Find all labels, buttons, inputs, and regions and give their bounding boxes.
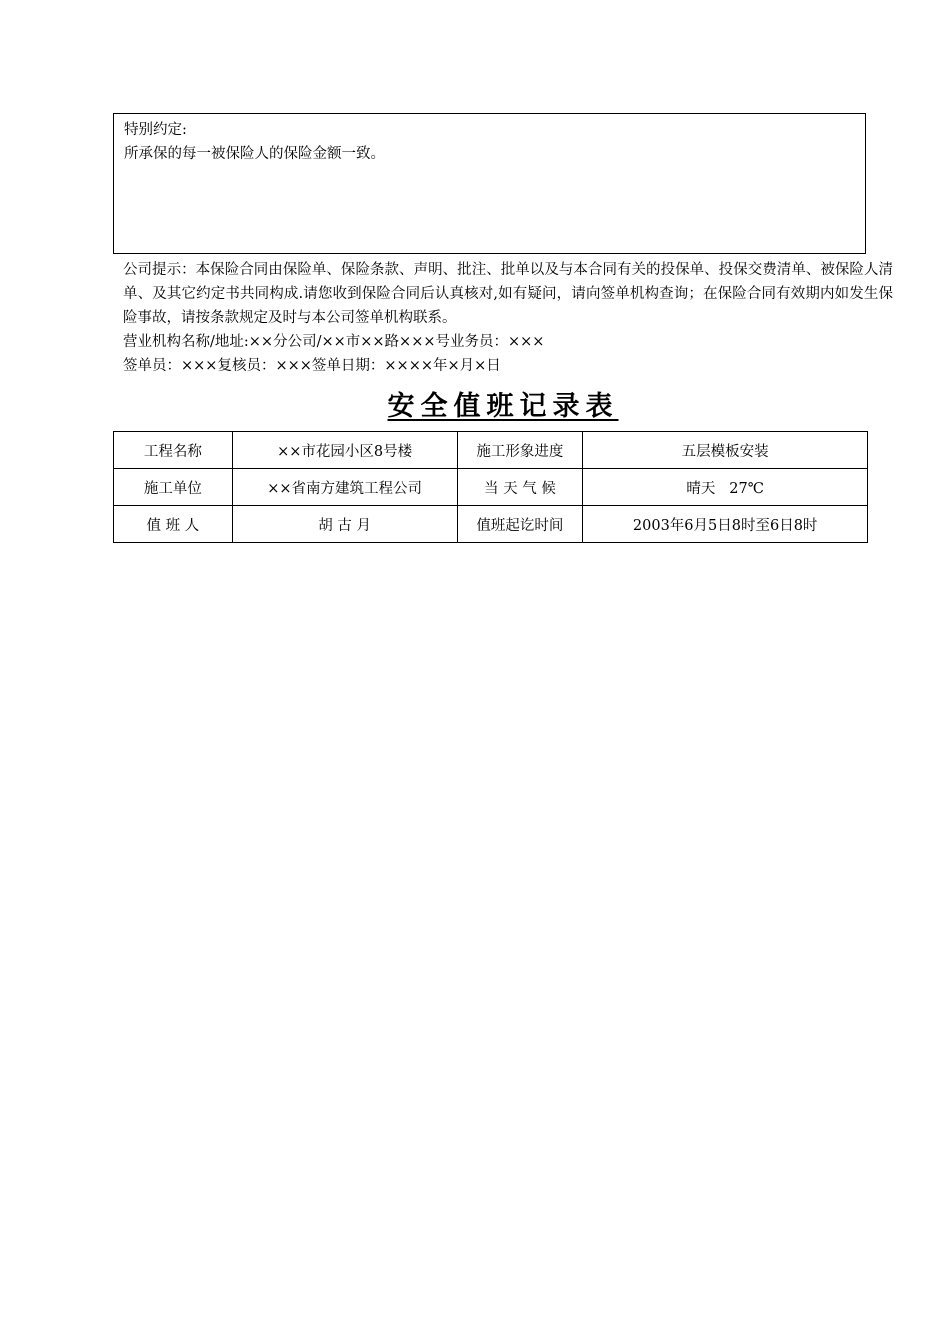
company-notice — [123, 258, 893, 378]
table-row — [114, 506, 868, 543]
label-duty-person: 值 班 人 — [114, 506, 233, 543]
label-duty-period: 值班起讫时间 — [457, 506, 583, 543]
value-duty-period: 2003年6月5日8时至6日8时 — [583, 506, 868, 543]
label-construction-unit: 施工单位 — [114, 469, 233, 506]
label-project-name: 工程名称 — [114, 432, 233, 469]
table-row — [114, 469, 868, 506]
special-agreement-content: 所承保的每一被保险人的保险金额一致。 — [124, 146, 385, 162]
label-weather: 当 天 气 候 — [457, 469, 583, 506]
document-title: 安全值班记录表 — [387, 391, 619, 422]
special-agreement-box — [113, 113, 866, 254]
value-weather: 晴天 27℃ — [583, 469, 868, 506]
value-construction-unit: ××省南方建筑工程公司 — [232, 469, 457, 506]
value-duty-person: 胡 古 月 — [232, 506, 457, 543]
label-construction-progress: 施工形象进度 — [457, 432, 583, 469]
company-tip-text: 公司提示：本保险合同由保险单、保险条款、声明、批注、批单以及与本合同有关的投保单、投保交费清单、被保险人清单、及其它约定书共同构成.请您收到保险合同后认真核对,如有疑问，请向签单机构查询；在保险合同有效期内如发生保险事故，请按条款规定及时与本公司签单机构联系。 — [123, 262, 893, 326]
special-agreement-heading: 特别约定: — [124, 122, 187, 138]
agency-info-line: 营业机构名称/地址:××分公司/××市××路×××号业务员：××× — [123, 334, 545, 350]
signer-info-line: 签单员：×××复核员：×××签单日期：××××年×月×日 — [123, 358, 501, 374]
duty-record-table — [113, 431, 868, 543]
value-construction-progress: 五层模板安装 — [583, 432, 868, 469]
table-row — [114, 432, 868, 469]
value-project-name: ××市花园小区8号楼 — [232, 432, 457, 469]
